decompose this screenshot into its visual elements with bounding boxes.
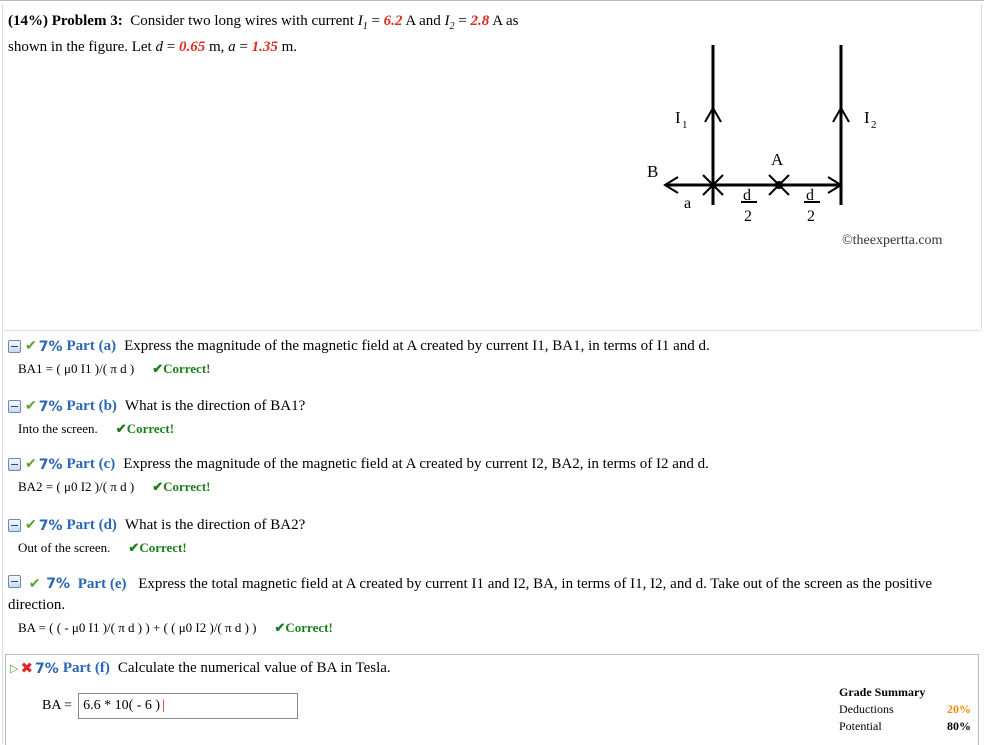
i1-value: 6.2: [383, 13, 403, 29]
checkmark-icon: ✔: [28, 577, 41, 592]
label-d1: d: [743, 187, 751, 204]
right-border: [981, 4, 982, 330]
answer-value: 6.6 * 10( - 6 ): [83, 698, 161, 713]
part-question: Express the magnitude of the magnetic field at A created by current I2, BA2, in terms of I2 and d.: [123, 456, 709, 472]
part-d: [8, 517, 305, 556]
answer-label: BA =: [42, 698, 73, 713]
label-i1: I: [675, 108, 681, 127]
separator: [3, 330, 980, 331]
part-question: Express the magnitude of the magnetic field at A created by current I1, BA1, in terms of I1 and d.: [124, 338, 710, 354]
unit: m: [281, 39, 294, 55]
deductions-value: 20%: [947, 702, 971, 716]
part-label[interactable]: Part (c): [66, 456, 116, 472]
label-two-1: 2: [744, 208, 752, 225]
svg-text:1: 1: [682, 119, 688, 131]
part-percent: 7%: [38, 456, 63, 473]
label-d2: d: [806, 187, 814, 204]
potential-label: Potential: [839, 719, 882, 733]
left-border: [2, 4, 3, 744]
collapse-icon[interactable]: [8, 575, 21, 588]
checkmark-icon: ✔: [25, 399, 37, 414]
part-question: Calculate the numerical value of BA in Tesla.: [117, 660, 391, 676]
answer-row: [42, 693, 298, 719]
label-point-a: A: [771, 150, 784, 169]
expand-play-icon[interactable]: ▷: [10, 663, 19, 675]
problem-statement: (14%) Problem 3: Consider two long wires with current $I_1 = 6.2$ A and $I_2 = 2.8$ A as shown in the figure. Let d = 0.65 m, a = 1.35 m.: [8, 13, 519, 55]
correct-badge: ✔ Correct!: [128, 540, 186, 556]
part-question: What is the direction of BA1?: [124, 398, 306, 414]
correct-badge: ✔ Correct!: [152, 361, 210, 377]
correct-badge: ✔ Correct!: [152, 479, 210, 495]
grade-summary-title: Grade Summary: [839, 685, 926, 699]
part-answer: Into the screen.: [18, 421, 98, 436]
part-label[interactable]: Part (f): [62, 660, 110, 676]
potential-value: 80%: [947, 719, 971, 733]
problem-figure: [630, 40, 970, 255]
i2-value: 2.8: [470, 13, 490, 29]
part-label[interactable]: Part (b): [66, 398, 117, 414]
part-label[interactable]: Part (e): [77, 576, 127, 592]
problem-weight: (14%): [8, 13, 48, 29]
problem-text: Consider two long wires with current: [130, 13, 354, 29]
label-i2: I: [864, 108, 870, 127]
d-value: 0.65: [178, 39, 206, 55]
label-two-2: 2: [807, 208, 815, 225]
top-border: [0, 0, 984, 5]
part-answer: BA = ( ( - μ0 I1 )/( π d ) ) + ( ( μ0 I2 )/( π d ) ): [18, 620, 257, 635]
part-percent: 7%: [46, 576, 71, 592]
collapse-icon[interactable]: [8, 458, 21, 471]
label-distance-a: a: [684, 195, 692, 212]
part-answer: BA1 = ( μ0 I1 )/( π d ): [18, 361, 135, 376]
correct-badge: ✔ Correct!: [116, 421, 174, 437]
label-point-b: B: [647, 162, 659, 181]
part-a: [8, 338, 710, 377]
unit: m: [208, 39, 221, 55]
part-answer: BA2 = ( μ0 I2 )/( π d ): [18, 479, 135, 494]
a-value: 1.35: [251, 39, 278, 55]
and-text: and: [419, 13, 441, 29]
part-c: [8, 456, 709, 495]
checkmark-icon: ✔: [25, 339, 37, 354]
watermark: ©theexpertta.com: [842, 233, 943, 248]
part-b: [8, 398, 305, 437]
problem-text-line2: shown in the figure. Let: [8, 39, 152, 55]
part-question: What is the direction of BA2?: [124, 517, 306, 533]
part-percent: 7%: [35, 660, 59, 677]
part-question: Express the total magnetic field at A created by current I1 and I2, BA, in terms of I1, I2, and d. Take out of the screen as the positive direction.: [8, 576, 933, 613]
checkmark-icon: ✔: [25, 457, 37, 472]
part-e: [8, 574, 976, 636]
collapse-icon[interactable]: [8, 519, 21, 532]
problem-title: Problem 3:: [51, 13, 123, 29]
unit: A: [405, 13, 416, 29]
part-answer: Out of the screen.: [18, 540, 111, 555]
part-label[interactable]: Part (d): [66, 517, 117, 533]
checkmark-icon: ✔: [25, 518, 37, 533]
correct-badge: ✔ Correct!: [274, 620, 332, 636]
incorrect-icon: ✖: [20, 661, 34, 677]
part-f-panel: [5, 654, 979, 745]
text-cursor: |: [162, 698, 165, 713]
deductions-label: Deductions: [839, 702, 894, 716]
collapse-icon[interactable]: [8, 340, 21, 353]
grade-summary: [839, 685, 971, 734]
svg-text:2: 2: [871, 119, 877, 131]
collapse-icon[interactable]: [8, 400, 21, 413]
answer-input[interactable]: [78, 693, 298, 719]
part-percent: 7%: [38, 398, 63, 415]
part-label[interactable]: Part (a): [66, 338, 117, 354]
part-percent: 7%: [38, 517, 63, 534]
as-text: A as: [492, 13, 519, 29]
part-percent: 7%: [38, 338, 63, 355]
